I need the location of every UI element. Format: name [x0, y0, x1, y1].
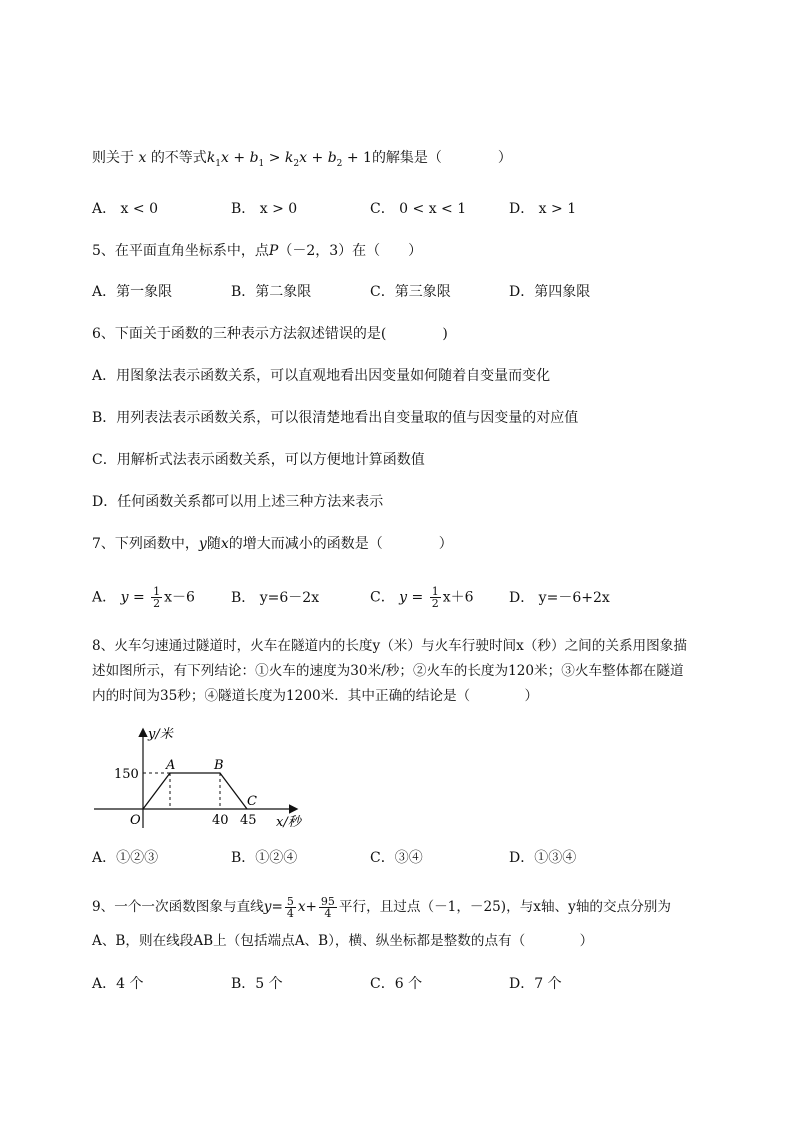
ineq-plus3: + 1 — [342, 150, 372, 166]
ineq-k2-sub: 2 — [293, 158, 300, 169]
q7-var-y: y — [198, 536, 207, 552]
frac-num: 1 — [153, 585, 161, 598]
q8-line-1: 8、火车匀速通过隧道时，火车在隧道内的长度y（米）与火车行驶时间x（秒）之间的关系用图象描 — [92, 638, 687, 654]
q7-c-rest: x＋6 — [442, 589, 474, 606]
q7-stem — [92, 534, 453, 554]
q4-option-a[interactable]: A． x < 0 — [92, 201, 158, 217]
q9-fraction-2 — [319, 896, 337, 919]
ineq-k2: k — [284, 150, 294, 166]
q8-line-3: 内的时间为35秒；④隧道长度为1200米．其中正确的结论是（ ） — [92, 688, 539, 704]
q4-option-b[interactable]: B． x > 0 — [231, 201, 298, 217]
y-axis-label: y/米 — [148, 727, 173, 742]
ineq-x2: x — [299, 150, 308, 166]
frac-num: 95 — [320, 895, 335, 908]
q4-option-c[interactable]: C． 0 < x < 1 — [370, 201, 467, 217]
q9-stem-b: 平行，且过点（－1，－25)，与x轴、y轴的交点分别为 — [338, 899, 671, 915]
q6-option-b[interactable]: B．用列表法表示函数关系，可以很清楚地看出自变量取的值与因变量的对应值 — [92, 410, 579, 426]
q7-c-lhs: y = — [399, 589, 428, 606]
q7-a-lhs: y = — [120, 589, 150, 606]
frac-den: 2 — [431, 597, 439, 610]
x-axis-label: x/秒 — [276, 815, 301, 830]
ineq-gt: > — [264, 150, 285, 166]
q7-a-label: A． — [92, 589, 117, 606]
q9-option-c[interactable]: C．6 个 — [370, 976, 423, 992]
q9-line-2: A、B，则在线段AB上（包括端点A、B），横、纵坐标都是整数的点有（ ） — [92, 933, 594, 949]
q6-option-a[interactable]: A．用图象法表示函数关系，可以直观地看出因变量如何随着自变量而变化 — [92, 368, 551, 384]
frac-num: 5 — [286, 895, 294, 908]
q6-stem: 6、下面关于函数的三种表示方法叙述错误的是( ) — [92, 326, 448, 342]
q4-inequality — [206, 150, 372, 169]
q6-option-c[interactable]: C．用解析式法表示函数关系，可以方便地计算函数值 — [92, 452, 425, 468]
q4-stem-suffix: 的解集是（ ） — [371, 150, 512, 166]
frac-den: 2 — [153, 597, 161, 610]
q8-line-2: 述如图所示，有下列结论：①火车的速度为30米/秒；②火车的长度为120米；③火车整体都在隧道 — [92, 663, 684, 679]
ineq-b2: b — [327, 150, 337, 166]
q7-a-fraction — [151, 586, 162, 609]
q9-option-b[interactable]: B．5 个 — [231, 976, 283, 992]
ineq-b1: b — [249, 150, 259, 166]
q9-stem — [92, 896, 671, 919]
q7-var-x: x — [220, 536, 229, 552]
q9-stem-a: 9、一个一次函数图象与直线 — [92, 899, 264, 915]
q5-stem-a: 5、在平面直角坐标系中，点 — [92, 243, 269, 259]
frac-den: 4 — [286, 907, 294, 920]
q7-option-d[interactable]: D． y=－6+2x — [509, 590, 610, 606]
origin-label: O — [130, 813, 141, 828]
ineq-b1-sub: 1 — [258, 158, 265, 169]
q5-option-c[interactable]: C．第三象限 — [370, 284, 451, 300]
ineq-b2-sub: 2 — [336, 158, 343, 169]
ineq-k1: k — [206, 150, 216, 166]
q5-stem — [92, 241, 422, 261]
q7-option-c[interactable] — [370, 586, 474, 609]
q7-option-b[interactable]: B． y=6－2x — [231, 590, 320, 606]
q9-fraction-1 — [285, 896, 296, 919]
q8-graph — [92, 724, 312, 834]
q5-point-p: P — [268, 243, 279, 259]
q7-option-a[interactable] — [92, 586, 195, 609]
q4-options — [92, 199, 732, 219]
q7-stem-b: 随 — [206, 536, 221, 552]
q7-c-label: C． — [370, 589, 395, 606]
q4-var-x: x — [138, 150, 147, 166]
ineq-plus1: + — [228, 150, 250, 166]
graph-line — [143, 773, 247, 809]
q8-option-b[interactable]: B．①②④ — [231, 850, 298, 866]
frac-den: 4 — [324, 907, 332, 920]
q5-option-a[interactable]: A．第一象限 — [92, 284, 173, 300]
point-c-label: C — [247, 794, 257, 809]
q7-options — [92, 584, 732, 610]
q4-option-d[interactable]: D． x > 1 — [509, 201, 577, 217]
q7-stem-c: 的增大而减小的函数是（ ） — [228, 536, 453, 552]
point-b-label: B — [214, 758, 224, 773]
ineq-x1: x — [221, 150, 229, 166]
x-tick-40: 40 — [212, 813, 229, 828]
q9-eq-lhs: y= — [263, 899, 283, 915]
q8-option-d[interactable]: D．①③④ — [509, 850, 577, 866]
q5-option-d[interactable]: D．第四象限 — [509, 284, 591, 300]
q9-option-d[interactable]: D．7 个 — [509, 976, 562, 992]
q8-option-a[interactable]: A．①②③ — [92, 850, 159, 866]
q6-option-d[interactable]: D．任何函数关系都可以用上述三种方法来表示 — [92, 494, 384, 510]
q4-stem — [92, 148, 512, 174]
q5-stem-b: （－2，3）在（ ） — [278, 243, 423, 259]
q7-a-rest: x－6 — [164, 589, 195, 606]
ineq-plus2: + — [307, 150, 328, 166]
q4-stem-mid: 的不等式 — [150, 150, 207, 166]
q5-option-b[interactable]: B．第二象限 — [231, 284, 312, 300]
q7-c-fraction — [430, 586, 441, 609]
point-a-label: A — [166, 758, 176, 773]
q4-stem-prefix: 则关于 — [92, 150, 134, 166]
frac-num: 1 — [431, 585, 439, 598]
ineq-k1-sub: 1 — [215, 158, 222, 169]
q7-stem-a: 7、下列函数中， — [92, 536, 199, 552]
q5-options — [92, 282, 732, 302]
y-tick-150: 150 — [114, 767, 139, 782]
q9-option-a[interactable]: A．4 个 — [92, 976, 144, 992]
x-tick-45: 45 — [240, 813, 257, 828]
q8-option-c[interactable]: C．③④ — [370, 850, 423, 866]
q9-eq-x: x+ — [297, 899, 317, 915]
q9-options — [92, 974, 732, 994]
q8-options — [92, 848, 732, 868]
